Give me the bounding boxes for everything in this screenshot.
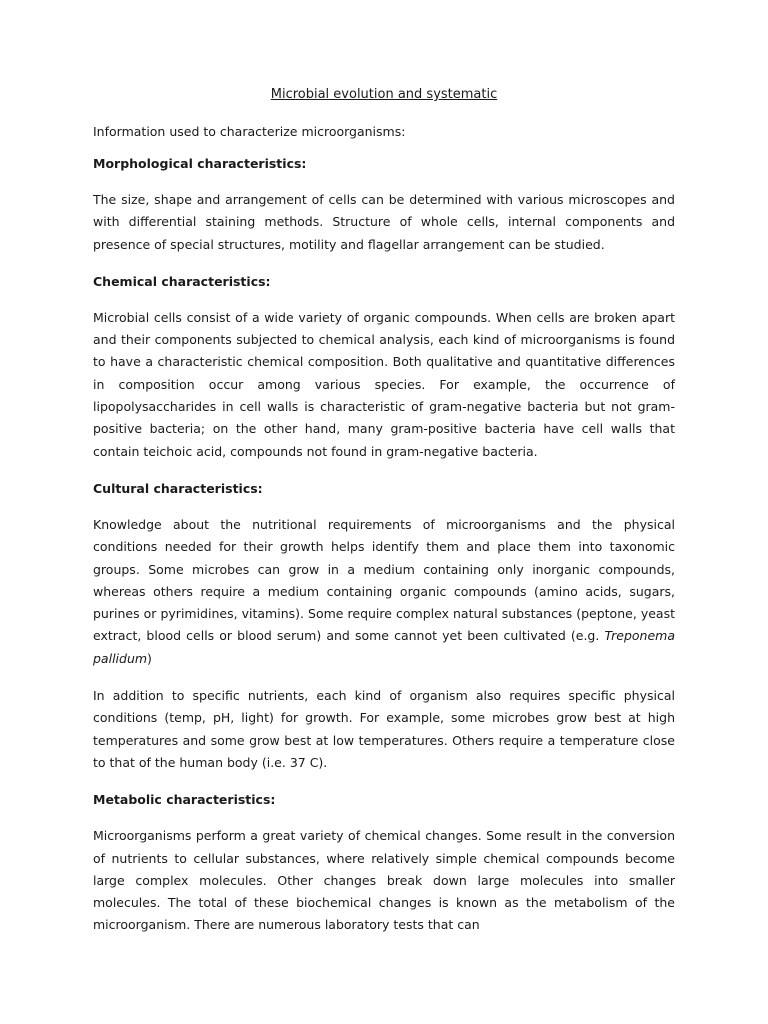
species-name: Treponema pallidum xyxy=(93,628,675,666)
paragraph-morphological: The size, shape and arrangement of cells can be determined with various microscopes and with differential staining methods. Structure of whole cells, internal components and presence of special structures, motility and flagellar arrangement can be studied. xyxy=(93,192,675,252)
closing-parenthesis: ) xyxy=(147,650,152,666)
intro-text: Information used to characterize microorganisms: xyxy=(93,124,406,139)
paragraph-metabolic: Microorganisms perform a great variety of chemical changes. Some result in the conversion of nutrients to cellular substances, where relatively simple chemical compounds become large complex molecules. Other changes break down large molecules into smaller molecules. The total of these biochemical changes is known as the metabolism of the microorganism. There are numerous laboratory tests that can xyxy=(93,828,675,933)
section-heading-chemical: Chemical characteristics: xyxy=(93,273,271,289)
section-heading-morphological: Morphological characteristics: xyxy=(93,156,307,171)
paragraph-chemical: Microbial cells consist of a wide variety of organic compounds. When cells are broken apart and their components subjected to chemical analysis, each kind of microorganisms is found to have a characteristic chemical composition. Both qualitative and quantitative differences in composition occur among various species. For example, the occurrence of lipopolysaccharides in cell walls is characteristic of gram-negative bacteria but not gram-positive bacteria; on the other hand, many gram-positive bacteria have cell walls that contain teichoic acid, compounds not found in gram-negative bacteria. xyxy=(93,309,675,459)
paragraph-cultural-1-text: Knowledge about the nutritional requirements of microorganisms and the physical conditions needed for their growth helps identify them and place them into taxonomic groups. Some microbes can grow in a medium containing only inorganic compounds, whereas others require a medium containing organic compounds (amino acids, sugars, purines or pyrimidines, vitamins). Some require complex natural substances (peptone, yeast extract, blood cells or blood serum) and some cannot yet been cultivated (e.g. xyxy=(93,516,675,644)
paragraph-cultural-2: In addition to specific nutrients, each kind of organism also requires specific physical conditions (temp, pH, light) for growth. For example, some microbes grow best at high temperatures and some grow best at low temperatures. Others require a temperature close to that of the human body (i.e. 37 C). xyxy=(93,688,675,770)
page-title: Microbial evolution and systematic xyxy=(270,87,498,102)
section-heading-metabolic: Metabolic characteristics: xyxy=(93,792,276,808)
paragraph-cultural-1 xyxy=(93,514,675,670)
document-page xyxy=(93,84,675,952)
section-heading-cultural: Cultural characteristics: xyxy=(93,480,263,496)
